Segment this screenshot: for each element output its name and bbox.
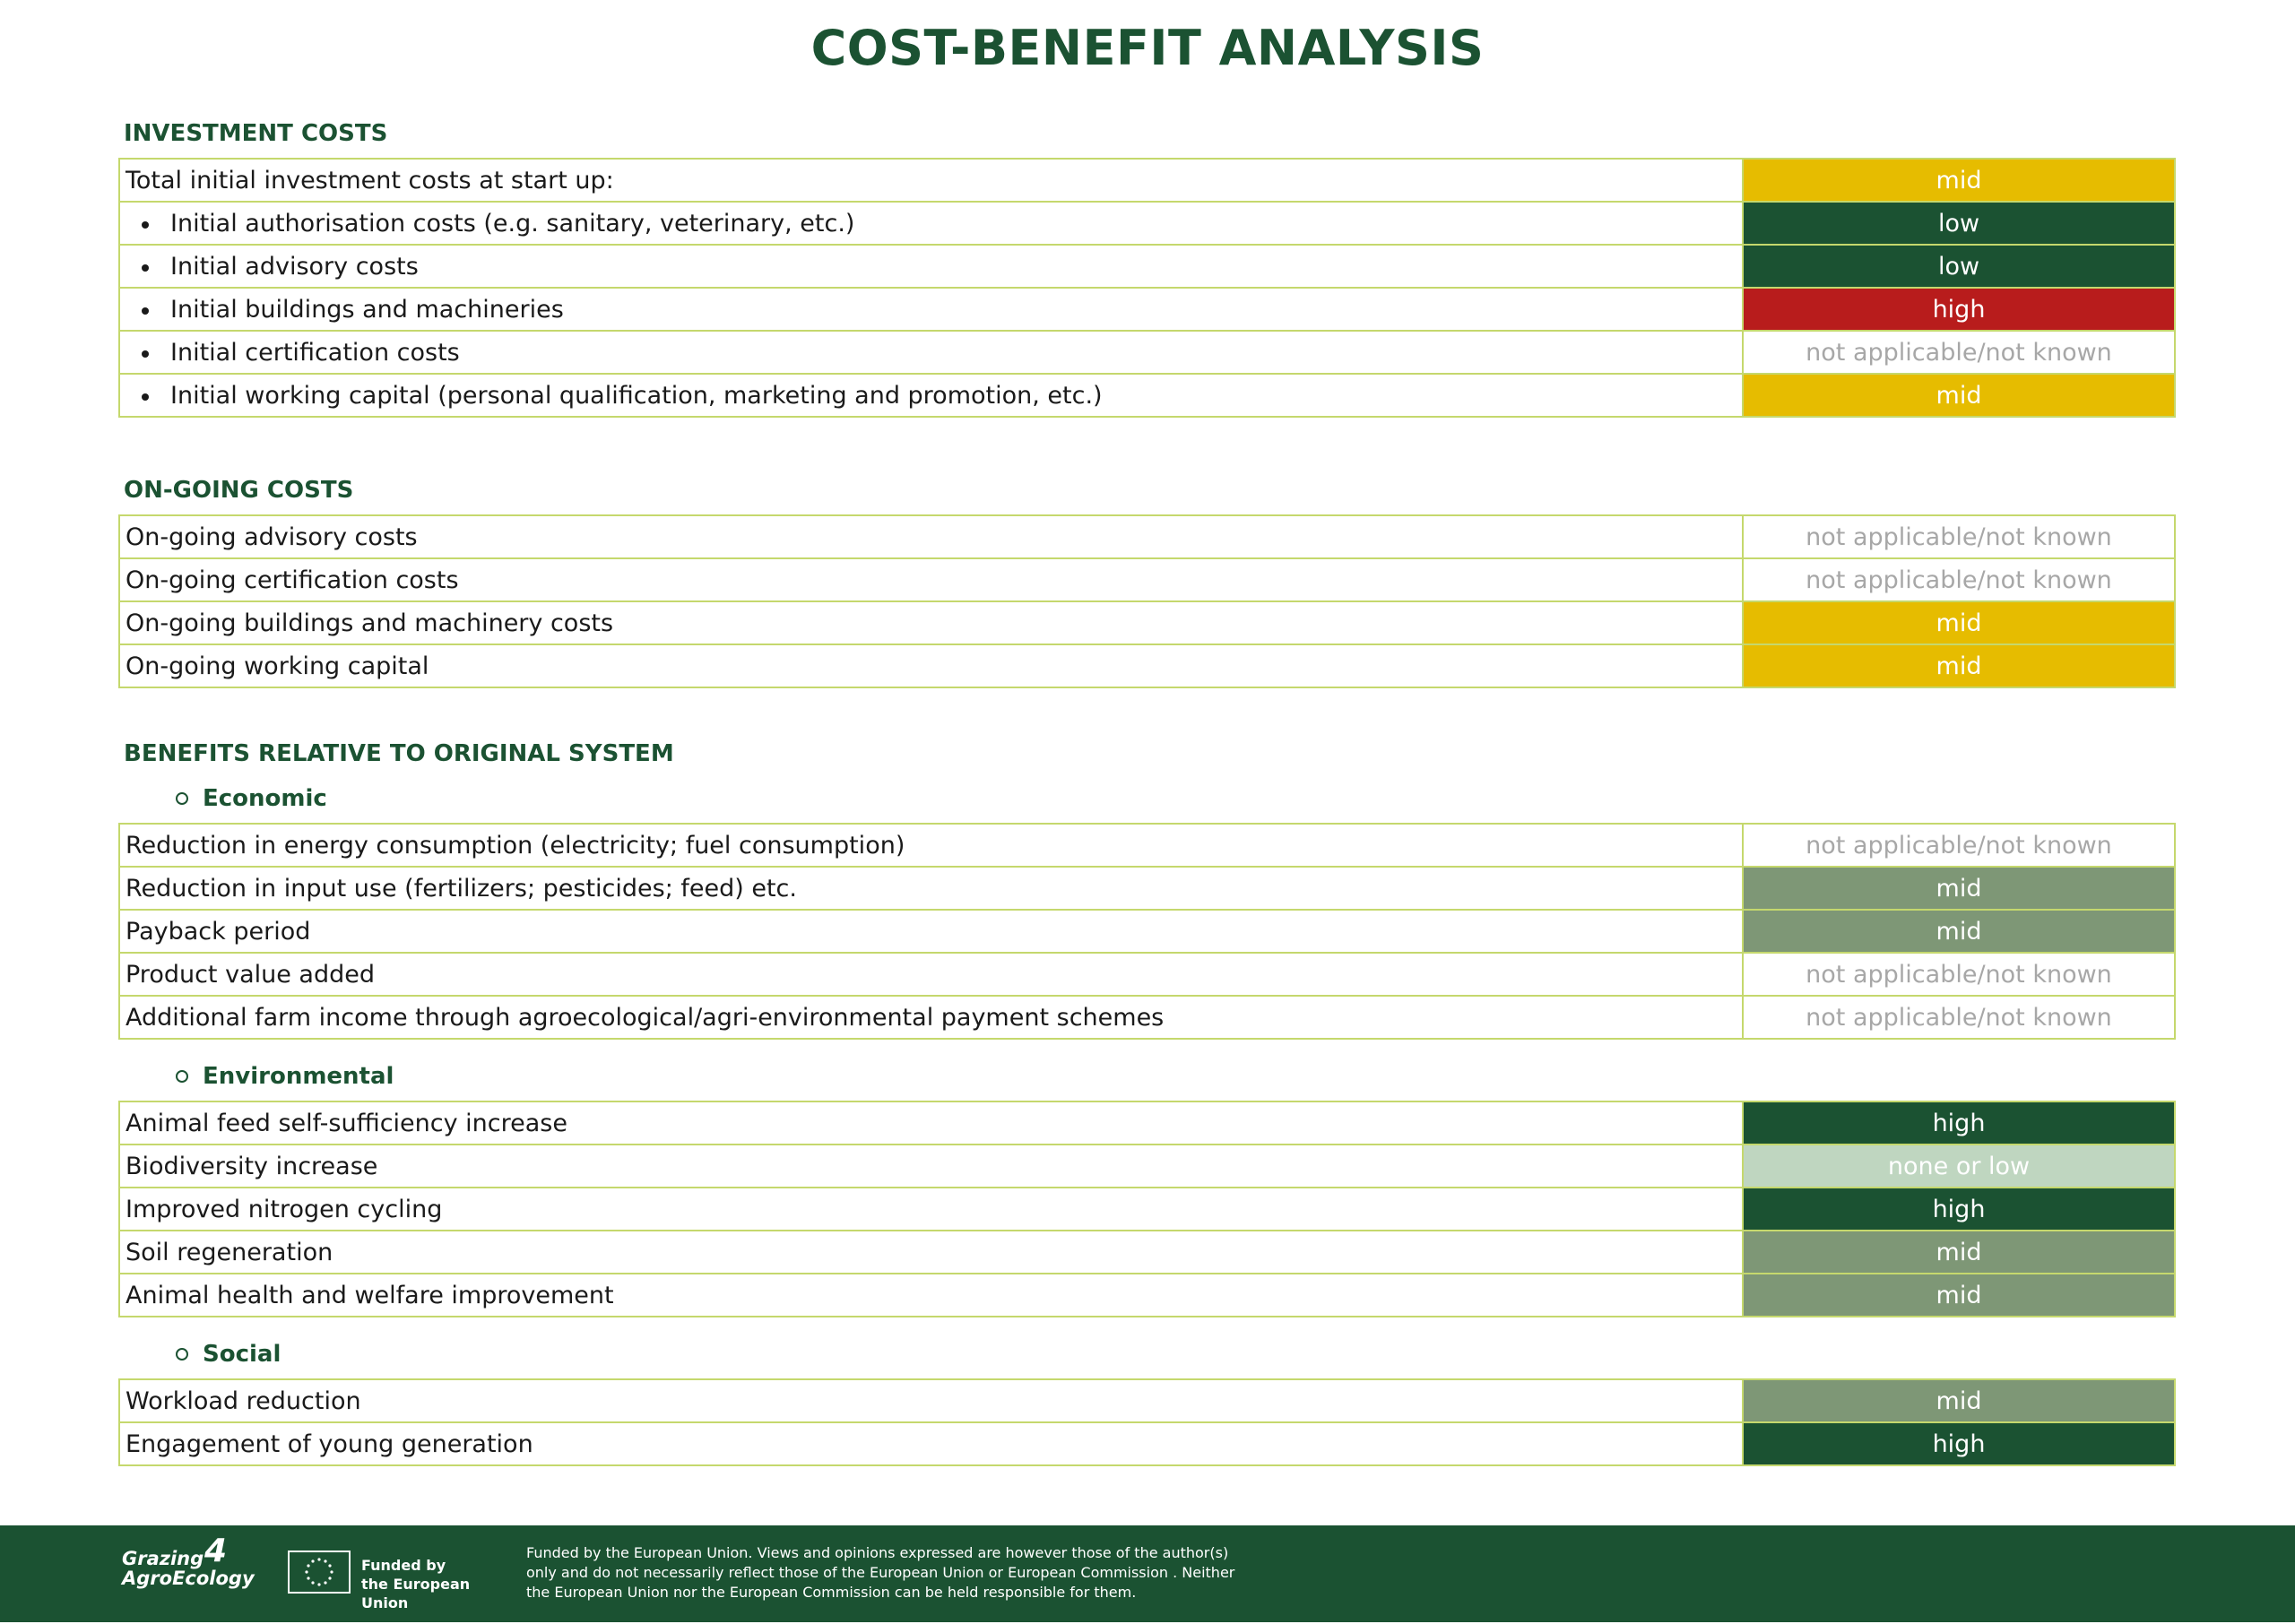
rating-cell: none or low [1743,1145,2175,1188]
rating-cell: low [1743,202,2175,245]
eu-disclaimer: Funded by the European Union. Views and opinions expressed are however those of the author(s) only and do not necessarily reflect those of the European Union or European Commission . Neither the European Union nor the European Commission can be held responsible for them. [526,1544,1235,1601]
table-row [119,1145,2175,1188]
rating-cell: mid [1743,867,2175,910]
row-label: On-going advisory costs [119,515,1743,558]
table-row [119,558,2175,601]
table-row [119,374,2175,417]
social-subheading-label: Social [203,1341,281,1368]
table-row [119,1379,2175,1422]
rating-cell: mid [1743,1379,2175,1422]
table-row [119,1422,2175,1465]
social-subheading [176,1341,281,1368]
table-row [119,202,2175,245]
ongoing-costs-table [118,514,2176,688]
row-label: Improved nitrogen cycling [119,1188,1743,1231]
eu-stars-icon [290,1552,349,1592]
row-label: On-going working capital [119,644,1743,687]
rating-cell: not applicable/not known [1743,515,2175,558]
table-row [119,1274,2175,1317]
row-label: Animal feed self-sufficiency increase [119,1101,1743,1145]
rating-cell: not applicable/not known [1743,331,2175,374]
table-row [119,1188,2175,1231]
circle-bullet-icon [176,1070,188,1083]
table-row [119,1231,2175,1274]
circle-bullet-icon [176,792,188,805]
row-label: Payback period [119,910,1743,953]
logo-line-2: AgroEcology [122,1568,255,1589]
economic-subheading-label: Economic [203,785,327,812]
rating-cell: not applicable/not known [1743,953,2175,996]
economic-benefits-table [118,823,2176,1040]
table-row [119,288,2175,331]
row-label: Workload reduction [119,1379,1743,1422]
row-label: Reduction in energy consumption (electricity; fuel consumption) [119,824,1743,867]
eu-flag-icon [288,1551,351,1594]
row-label: Initial working capital (personal qualification, marketing and promotion, etc.) [119,374,1743,417]
table-row [119,159,2175,202]
benefits-heading: BENEFITS RELATIVE TO ORIGINAL SYSTEM [124,740,674,767]
eu-funding-line-1: Funded by [361,1557,446,1574]
rating-cell: mid [1743,1231,2175,1274]
rating-cell: mid [1743,601,2175,644]
ongoing-costs-heading: ON-GOING COSTS [124,477,354,504]
row-label: Engagement of young generation [119,1422,1743,1465]
row-label: Soil regeneration [119,1231,1743,1274]
row-label: Reduction in input use (fertilizers; pesticides; feed) etc. [119,867,1743,910]
environmental-benefits-table [118,1101,2176,1317]
social-benefits-table [118,1378,2176,1466]
row-label: Product value added [119,953,1743,996]
table-row [119,953,2175,996]
rating-cell: mid [1743,159,2175,202]
table-row [119,996,2175,1039]
page-title: COST-BENEFIT ANALYSIS [810,20,1485,76]
grazing-agroecology-logo [122,1533,255,1589]
rating-cell: low [1743,245,2175,288]
table-row [119,245,2175,288]
table-row [119,515,2175,558]
investment-costs-table [118,158,2176,418]
table-row [119,601,2175,644]
economic-subheading [176,785,327,812]
rating-cell: high [1743,1188,2175,1231]
table-row [119,824,2175,867]
row-label: Animal health and welfare improvement [119,1274,1743,1317]
rating-cell: mid [1743,644,2175,687]
investment-costs-heading: INVESTMENT COSTS [124,120,388,147]
rating-cell: high [1743,1101,2175,1145]
environmental-subheading-label: Environmental [203,1063,394,1090]
environmental-subheading [176,1063,394,1090]
rating-cell: mid [1743,1274,2175,1317]
row-label: Total initial investment costs at start up: [119,159,1743,202]
row-label: Initial advisory costs [119,245,1743,288]
table-row [119,331,2175,374]
logo-line-1: Grazing [122,1548,204,1569]
rating-cell: not applicable/not known [1743,558,2175,601]
eu-funding-line-2: the European Union [361,1576,471,1611]
rating-cell: not applicable/not known [1743,996,2175,1039]
rating-cell: not applicable/not known [1743,824,2175,867]
row-label: On-going certification costs [119,558,1743,601]
table-row [119,644,2175,687]
row-label: Initial buildings and machineries [119,288,1743,331]
rating-cell: high [1743,288,2175,331]
rating-cell: mid [1743,374,2175,417]
table-row [119,867,2175,910]
logo-number: 4 [204,1533,228,1569]
row-label: Initial authorisation costs (e.g. sanitary, veterinary, etc.) [119,202,1743,245]
table-row [119,910,2175,953]
table-row [119,1101,2175,1145]
row-label: Additional farm income through agroecological/agri-environmental payment schemes [119,996,1743,1039]
row-label: Biodiversity increase [119,1145,1743,1188]
rating-cell: high [1743,1422,2175,1465]
footer-banner [0,1525,2295,1622]
eu-funding-label [361,1556,505,1612]
rating-cell: mid [1743,910,2175,953]
circle-bullet-icon [176,1348,188,1361]
row-label: On-going buildings and machinery costs [119,601,1743,644]
row-label: Initial certification costs [119,331,1743,374]
